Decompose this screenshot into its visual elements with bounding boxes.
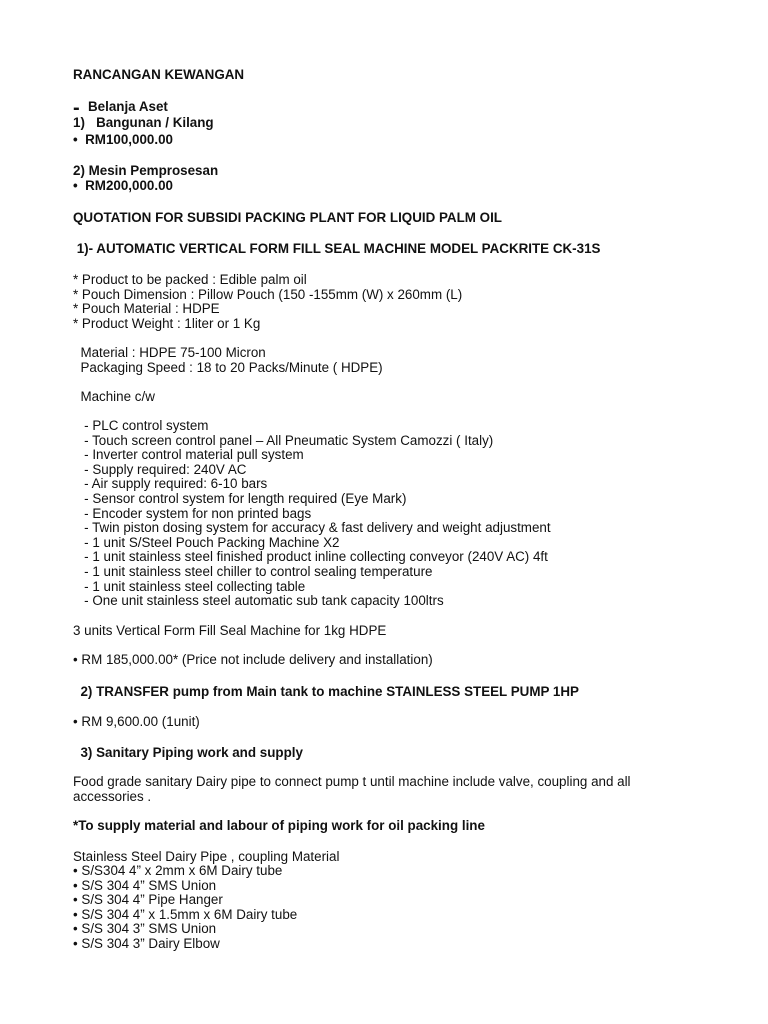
pipe-item: • S/S 304 4” x 1.5mm x 6M Dairy tube	[73, 906, 298, 922]
feature-item: - Inverter control material pull system	[73, 447, 304, 463]
section1-specs	[73, 273, 462, 331]
machine-cw-line: Machine c/w	[73, 389, 155, 404]
spec-line: * Pouch Dimension : Pillow Pouch (150 -155mm (W) x 260mm (L)	[73, 286, 463, 302]
page-heading: RANCANGAN KEWANGAN	[73, 67, 245, 82]
feature-item: - Sensor control system for length required (Eye Mark)	[73, 490, 407, 506]
pipe-item-list	[73, 864, 297, 952]
units-line: 3 units Vertical Form Fill Seal Machine for 1kg HDPE	[73, 623, 387, 638]
feature-list	[73, 419, 551, 609]
feature-item: - Air supply required: 6-10 bars	[73, 476, 268, 492]
belanja-item1-price: • RM100,000.00	[73, 132, 173, 147]
feature-item: - One unit stainless steel automatic sub tank capacity 100ltrs	[73, 593, 444, 609]
spec-line: * Product Weight : 1liter or 1 Kg	[73, 315, 261, 331]
material-line: Material : HDPE 75-100 Micron	[73, 345, 266, 360]
feature-item: - 1 unit S/Steel Pouch Packing Machine X2	[73, 534, 340, 550]
feature-item: - Touch screen control panel – All Pneumatic System Camozzi ( Italy)	[73, 432, 494, 448]
section1-title: 1)- AUTOMATIC VERTICAL FORM FILL SEAL MACHINE MODEL PACKRITE CK-31S	[73, 241, 601, 256]
feature-item: - 1 unit stainless steel finished product inline collecting conveyor (240V AC) 4ft	[73, 549, 548, 565]
feature-item: - Twin piston dosing system for accuracy & fast delivery and weight adjustment	[73, 520, 551, 536]
feature-item: - 1 unit stainless steel collecting table	[73, 578, 306, 594]
pipe-item: • S/S 304 3” Dairy Elbow	[73, 935, 220, 951]
supply-title: *To supply material and labour of piping work for oil packing line	[73, 818, 485, 833]
pipe-item: • S/S 304 4” Pipe Hanger	[73, 892, 223, 908]
quotation-title: QUOTATION FOR SUBSIDI PACKING PLANT FOR LIQUID PALM OIL	[73, 210, 502, 225]
feature-item: - 1 unit stainless steel chiller to control sealing temperature	[73, 563, 433, 579]
speed-line: Packaging Speed : 18 to 20 Packs/Minute ( HDPE)	[73, 360, 383, 375]
belanja-item1: 1) Bangunan / Kilang	[73, 115, 214, 130]
section3-title: 3) Sanitary Piping work and supply	[73, 745, 303, 760]
spec-line: * Product to be packed : Edible palm oil	[73, 272, 307, 287]
material-title: Stainless Steel Dairy Pipe , coupling Material	[73, 849, 340, 864]
belanja-item2-price: • RM200,000.00	[73, 178, 173, 193]
section2-price: • RM 9,600.00 (1unit)	[73, 714, 200, 729]
section3-description: Food grade sanitary Dairy pipe to connect pump t until machine include valve, coupling and all accessories .	[73, 774, 631, 804]
belanja-item2: 2) Mesin Pemprosesan	[73, 163, 219, 178]
section1-price: • RM 185,000.00* (Price not include delivery and installation)	[73, 652, 433, 667]
pipe-item: • S/S 304 3” SMS Union	[73, 921, 217, 937]
feature-item: - PLC control system	[73, 418, 209, 433]
feature-item: - Encoder system for non printed bags	[73, 505, 312, 521]
spec-line: * Pouch Material : HDPE	[73, 301, 220, 317]
belanja-title: Belanja Aset	[88, 99, 168, 114]
pipe-item: • S/S 304 4” SMS Union	[73, 877, 217, 893]
feature-item: - Supply required: 240V AC	[73, 461, 247, 477]
section2-title: 2) TRANSFER pump from Main tank to machine STAINLESS STEEL PUMP 1HP	[73, 684, 579, 699]
belanja-dash: -	[73, 97, 80, 119]
pipe-item: • S/S304 4” x 2mm x 6M Dairy tube	[73, 863, 283, 878]
